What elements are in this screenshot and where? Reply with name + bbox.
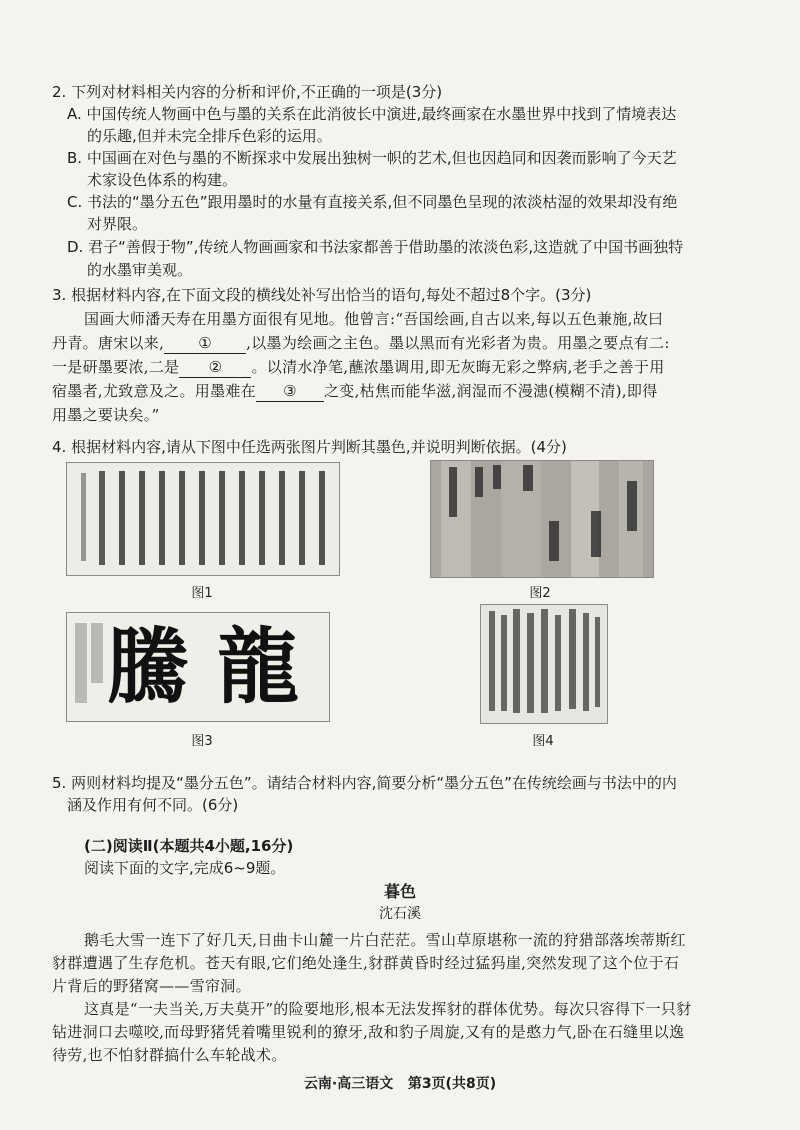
q3-passage-line4-end: 之变,枯焦而能华滋,润湿而不漫漶(模糊不清),即得 (323, 382, 658, 400)
q2-option-c-line2: 对界限。 (87, 215, 148, 233)
figure-4-columns (481, 605, 607, 723)
answer-blank-2[interactable]: ② (179, 357, 251, 378)
q3-stem: 3. 根据材料内容,在下面文段的横线处补写出恰当的语句,每处不超过8个字。(3分) (52, 286, 592, 304)
figure-3-character-teng: 騰 (107, 619, 190, 715)
story-paragraph-2-line1: 这真是“一夫当关,万夫莫开”的险要地形,根本无法发挥豺的群体优势。每次只容得下一只豺 (84, 1000, 692, 1018)
q3-passage-line5: 用墨之要诀矣。” (52, 406, 160, 424)
q3-passage-line3-end: 。以清水净笔,蘸浓墨调用,即无灰晦无彩之弊病,老手之善于用 (251, 358, 665, 376)
answer-blank-3[interactable]: ③ (256, 381, 324, 402)
q3-passage-line3 (52, 357, 665, 378)
story-paragraph-2-line2: 钻进洞口去噬咬,而母野猪凭着嘴里锐利的獠牙,敌和豹子周旋,又有的是憨力气,卧在石缝里以逸 (52, 1023, 685, 1041)
q3-passage-line4-start: 宿墨者,尤致意及之。用墨难在 (52, 382, 256, 400)
figure-3-character-long: 龍 (217, 619, 300, 715)
story-paragraph-1-line3: 片背后的野猪窝——雪帘洞。 (52, 977, 251, 995)
q2-option-b-line2: 术家设色体系的构建。 (87, 171, 238, 189)
q2-option-a-line2: 的乐趣,但并未完全排斥色彩的运用。 (87, 127, 332, 145)
q3-passage-line2 (52, 333, 670, 354)
figure-1-calligraphy-image (66, 462, 340, 576)
story-author: 沈石溪 (379, 906, 421, 922)
section-heading: (二)阅读Ⅱ(本题共4小题,16分) (84, 837, 294, 855)
q2-option-d-line2: 的水墨审美观。 (87, 261, 193, 279)
q2-option-c-line1: C. 书法的“墨分五色”跟用墨时的水量有直接关系,但不同墨色呈现的浓淡枯湿的效果却没有绝 (67, 193, 678, 211)
q2-option-a-line1: A. 中国传统人物画中色与墨的关系在此消彼长中演进,最终画家在水墨世界中找到了情境表达 (67, 105, 677, 123)
story-paragraph-1-line1: 鹅毛大雪一连下了好几天,日曲卡山麓一片白茫茫。雪山草原堪称一流的狩猎部落埃蒂斯红 (84, 931, 686, 949)
q2-stem: 2. 下列对材料相关内容的分析和评价,不正确的一项是(3分) (52, 83, 443, 101)
figure-1-caption: 图1 (191, 586, 213, 601)
q3-passage-line1: 国画大师潘天寿在用墨方面很有见地。他曾言:“吾国绘画,自古以来,每以五色兼施,故曰 (84, 310, 664, 328)
figure-1-columns (67, 463, 339, 575)
q5-stem-line1: 5. 两则材料均提及“墨分五色”。请结合材料内容,简要分析“墨分五色”在传统绘画与书法中的内 (52, 774, 677, 792)
figure-2-caption: 图2 (529, 586, 551, 601)
figure-2-texture (431, 461, 653, 577)
story-paragraph-2-line3: 待劳,也不怕豺群搞什么车轮战术。 (52, 1046, 287, 1064)
figure-4-caption: 图4 (532, 734, 554, 749)
q2-option-b-line1: B. 中国画在对色与墨的不断探求中发展出独树一帜的艺术,但也因趋同和因袭而影响了今天艺 (67, 149, 677, 167)
story-paragraph-1-line2: 豺群遭遇了生存危机。苍天有眼,它们绝处逢生,豺群黄昏时经过猛犸崖,突然发现了这个位于石 (52, 954, 680, 972)
figure-4-manuscript-image (480, 604, 608, 724)
figure-3-caption: 图3 (191, 734, 213, 749)
figure-3-inscription-2 (91, 623, 103, 683)
q3-passage-line3-start: 一是研墨要浓,二是 (52, 358, 180, 376)
q3-passage-line2-start: 丹青。唐宋以来, (52, 334, 165, 352)
q4-stem: 4. 根据材料内容,请从下图中任选两张图片判断其墨色,并说明判断依据。(4分) (52, 438, 567, 456)
answer-blank-1[interactable]: ① (164, 333, 246, 354)
q3-passage-line2-end: ,以墨为绘画之主色。墨以黑而有光彩者为贵。用墨之要点有二: (246, 334, 670, 352)
figure-2-manuscript-image (430, 460, 654, 578)
story-title: 暮色 (383, 882, 416, 901)
q5-stem-line2: 涵及作用有何不同。(6分) (67, 796, 239, 814)
page-footer: 云南·高三语文 第3页(共8页) (303, 1076, 497, 1092)
q3-passage-line4 (52, 381, 658, 402)
figure-3-inscription (75, 623, 87, 703)
figure-3-calligraphy-image (66, 612, 330, 722)
q2-option-d-line1: D. 君子“善假于物”,传统人物画画家和书法家都善于借助墨的浓淡色彩,这造就了中国书画独特 (67, 238, 684, 256)
section-instruction: 阅读下面的文字,完成6~9题。 (84, 859, 286, 877)
